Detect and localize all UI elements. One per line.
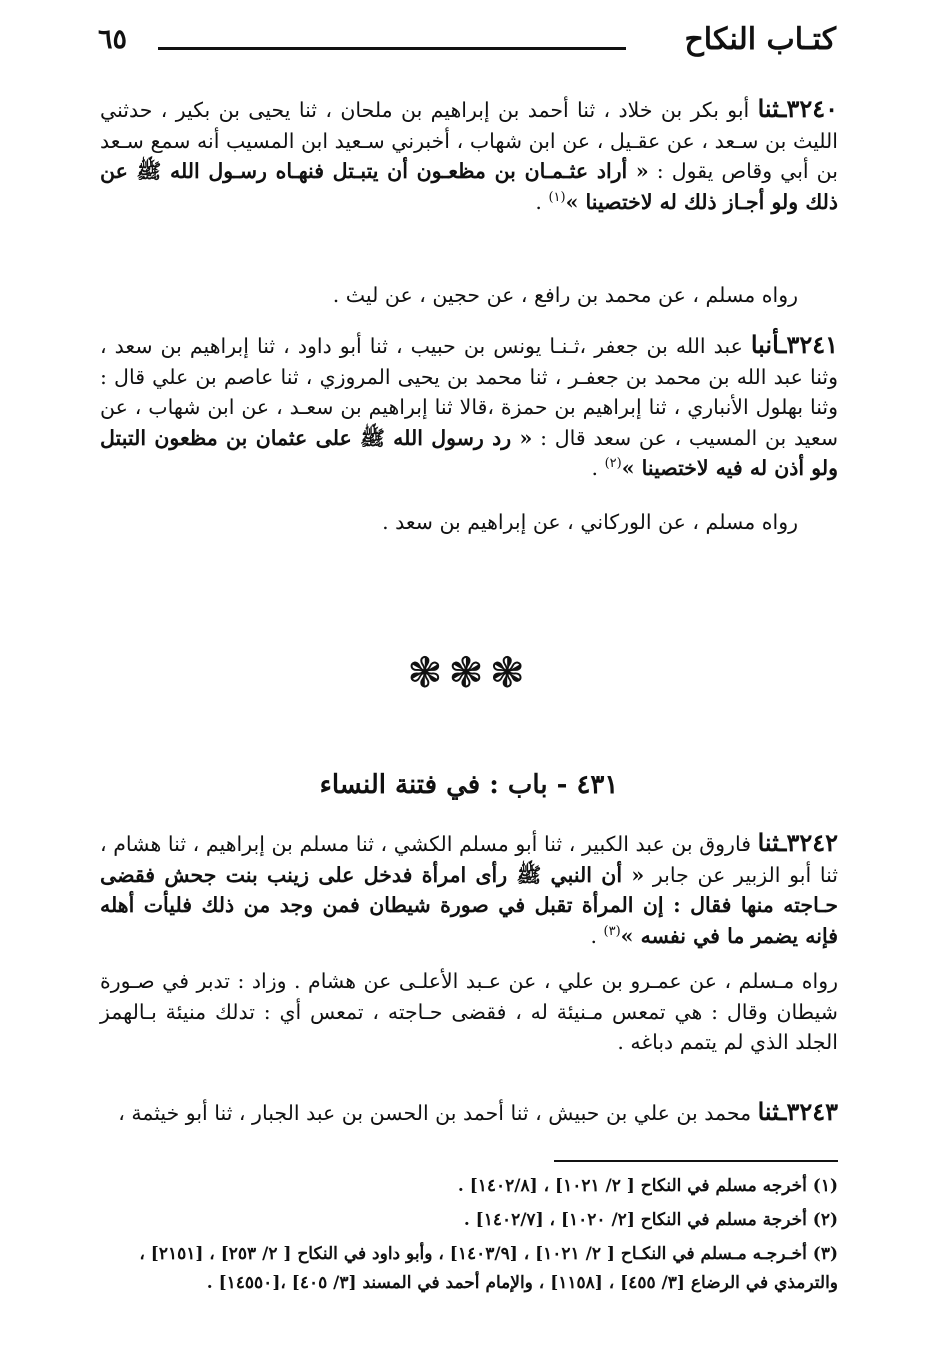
- narration-verb: أنبا: [750, 330, 780, 359]
- header-rule: [158, 47, 626, 50]
- footnote-1: (١) أخرجه مسلم في النكاح [ ٢/ ١٠٢١] ، [١٤٠٢/٨] .: [457, 1176, 838, 1196]
- sentence-end: .: [591, 456, 605, 480]
- section-separator: ❃❃❃: [407, 648, 531, 697]
- footnote-ref: (٣): [603, 923, 621, 939]
- sentence-end: .: [535, 189, 549, 214]
- hadith-3240: [100, 94, 838, 217]
- isnad: أبو بكر بن خلاد ، ثنا أحمد بن إبراهيم بن ملحان ، ثنا يحيى بن بكير ، حدثني الليث بن سـعد ، عن عقـيل ، عن ابن شهاب ، أخبرني سـعيد ابن المسيب أنه سمع سـعد بن أبي وقاص يقول :: [100, 98, 838, 183]
- sentence-end: .: [590, 923, 604, 948]
- isnad: عبد الله بن جعفر ،ثـنـا يونس بن حبيب ، ثنا أبو داود ، ثنا إبراهيم بن سعد ، وثنا عبد الله بن محمد بن جعفـر ، ثنا محمد بن يحيى المروزي ، ثنا عاصم بن علي قال : وثنا بهلول الأنباري ، ثنا إبراهيم بن حمزة ،قالا ثنا إبراهيم بن سعـد ، عن ابن شهاب ، عن سعيد بن المسيب ، عن سعد قال :: [100, 334, 838, 450]
- footnote-ref: (٢): [604, 456, 622, 472]
- narration-verb: ثنا: [757, 94, 780, 123]
- footnote-3: (٣) أخـرجـه مـسلم في النكـاح [ ٢/ ١٠٢١] ، [١٤٠٣/٩] ، وأبو داود في النكاح [ ٢/ ٢٥٣] ، [٢١٥١] ، والترمذي في الرضاع [٣/ ٤٥٥] ، [١١٥٨] ، والإمام أحمد في المسند [٣/ ٤٠٥] ،[١٤٥٥٠] .: [139, 1244, 838, 1293]
- matn: « أراد عثـمـان بن مظعـون أن يتبـتل فنهـاه رسـول الله ﷺ عن ذلك ولو أجـاز ذلك له لاختصينا »: [100, 159, 838, 214]
- hadith-3241: [100, 330, 838, 484]
- matn: « رد رسول الله ﷺ على عثمان بن مظعون التبتل ولو أذن له فيه لاختصينا »: [100, 425, 838, 480]
- riwaya-3241: رواه مسلم ، عن الوركاني ، عن إبراهيم بن سعد .: [382, 510, 798, 534]
- hadith-number: ٣٢٤١ـ: [779, 330, 838, 359]
- chapter-heading: ٤٣١ - باب : في فتنة النساء: [319, 770, 619, 800]
- riwaya-3240: رواه مسلم ، عن محمد بن رافع ، عن حجين ، عن ليث .: [332, 283, 798, 307]
- footnote-rule: [554, 1160, 838, 1162]
- narration-verb: ثنا: [757, 828, 780, 857]
- page-number: ٦٥: [98, 24, 128, 55]
- matn: « أن النبي ﷺ رأى امرأة فدخل على زينب بنت جحش فقضى حـاجته منها فقال : إن المرأة تقبل في صورة شيطان فمن وجد من ذلك فليأت أهله فإنه يضمر ما في نفسه »: [100, 862, 838, 948]
- isnad: فاروق بن عبد الكبير ، ثنا أبو مسلم الكشي ، ثنا مسلم بن إبراهيم ، ثنا هشام ، ثنا أبو الزبير عن جابر: [100, 832, 838, 887]
- hadith-3243: [100, 1097, 838, 1129]
- hadith-number: ٣٢٤٢ـ: [779, 828, 838, 857]
- book-title: كتـاب النكاح: [684, 22, 836, 57]
- riwaya-3242: رواه مـسلم ، عن عمـرو بن علي ، عن عـبد الأعلـى عن هشام . وزاد : تدبر في صـورة شيطان وقال : هي تمعس مـنيئة له ، فقضى حـاجته ، تمعس أي : تدلك منيئة بـالهمز الجلد الذي لم يتمم دباغه .: [100, 969, 838, 1054]
- isnad: محمد بن علي بن حبيش ، ثنا أحمد بن الحسن بن عبد الجبار ، ثنا أبو خيثمة ،: [118, 1101, 758, 1125]
- footnote-2: (٢) أخرجة مسلم في النكاح [٢/ ١٠٢٠] ، [١٤٠٢/٧] .: [463, 1210, 838, 1230]
- narration-verb: ثنا: [757, 1097, 780, 1126]
- hadith-3242: [100, 828, 838, 951]
- hadith-number: ٣٢٤٠ـ: [779, 94, 838, 123]
- running-header: [98, 22, 836, 72]
- hadith-number: ٣٢٤٣ـ: [779, 1097, 838, 1126]
- footnote-ref: (١): [548, 189, 566, 205]
